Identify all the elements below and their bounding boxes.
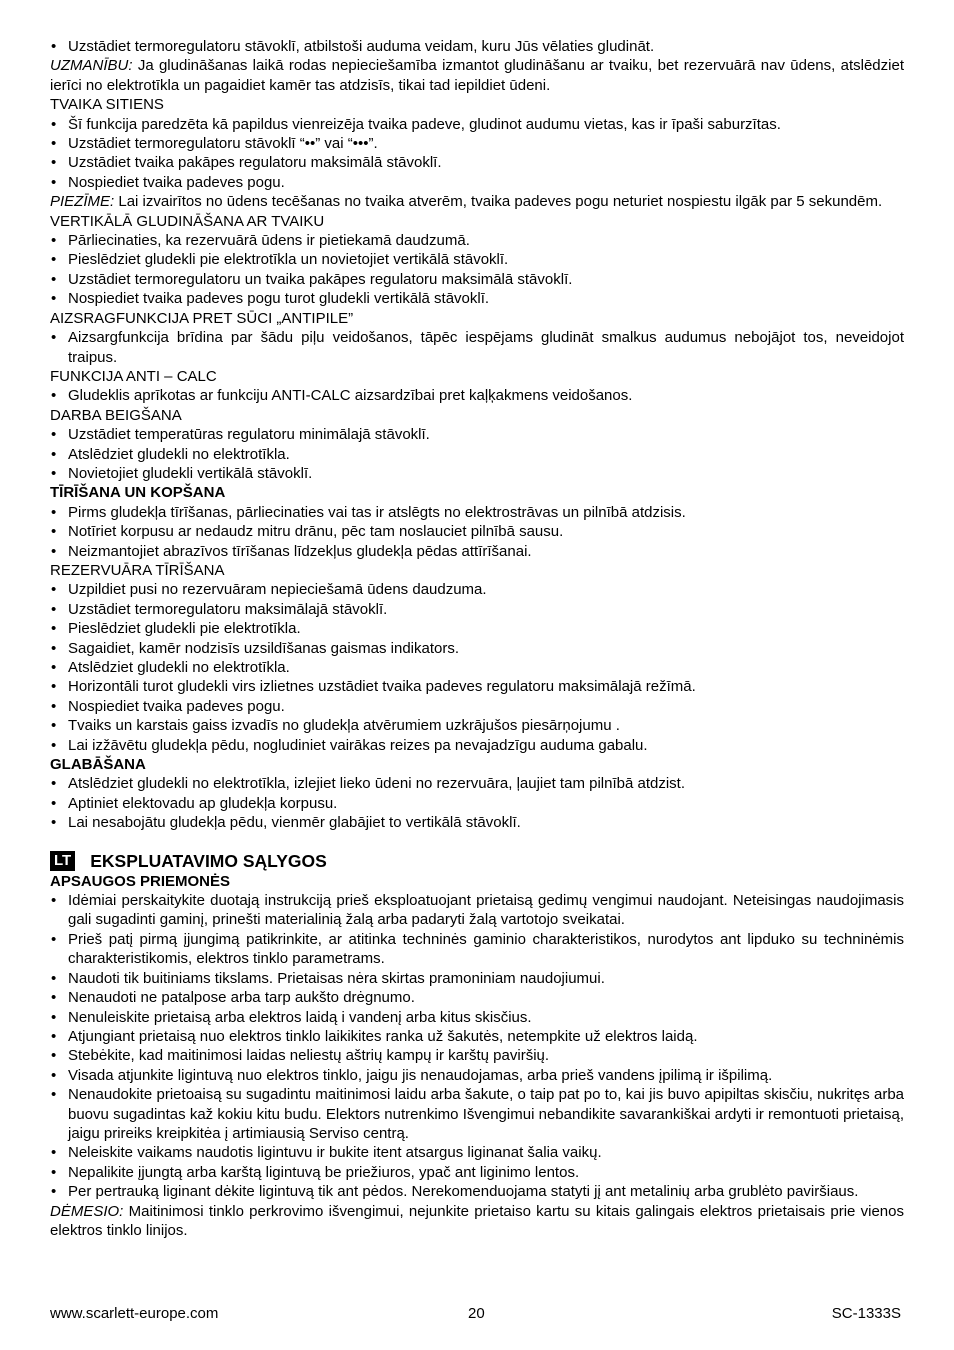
list-item: • Gludeklis aprīkotas ar funkciju ANTI-CALC aizsardzībai pret kaļķakmens veidošanos. — [50, 386, 904, 405]
list-item: • Naudoti tik buitiniams tikslams. Prietaisas nėra skirtas pramoniniam naudojiumui. — [50, 969, 904, 988]
list-item: • Pieslēdziet gludekli pie elektrotīkla. — [50, 619, 904, 638]
note-label: PIEZĪME: — [50, 193, 115, 211]
list-item: • Neizmantojiet abrazīvos tīrīšanas līdzekļus gludekļa pēdas attīrīšanai. — [50, 542, 904, 561]
section-heading-bold: TĪRĪŠANA UN KOPŠANA — [50, 484, 226, 502]
note-label: UZMANĪBU: — [50, 57, 133, 75]
bullet-list — [50, 425, 904, 483]
list-item: • Per pertrauką liginant dėkite ligintuvą tik ant pėdos. Nerekomenduojama statyti jį ant metalinių arba grublėto paviršiaus. — [50, 1182, 904, 1201]
list-item: • Nenaudokite prietoaisą su sugadintu maitinimosi laidu arba šakute, o taip pat po to, kai jis buvo apipiltas skisčiu, nukritęs arba buovu sugadintas kaž kokiu kitu budu. Elektors nutrenkimo Išvengimui nebandikite savarankiškai ardyti ir remontuoti prietaisą, jaigu prireiks kreipkitėa į artimiausią Serviso centrą. — [50, 1085, 904, 1143]
list-item: • Idėmiai perskaitykite duotają instrukciją prieš eksploatuojant prietaisą gedimų vengimui naudojant. Neteisingas naudojimasis gali sugadinti gaminį, prinešti materialinią žalą arba padaryti žalą vartotojo sveikatai. — [50, 891, 904, 930]
bullet-list — [50, 115, 904, 193]
section-heading-bold: APSAUGOS PRIEMONĖS — [50, 872, 231, 890]
list-item: • Nospiediet tvaika padeves pogu turot gludekli vertikālā stāvoklī. — [50, 289, 904, 308]
section-heading: VERTIKĀLĀ GLUDINĀŠANA AR TVAIKU — [50, 212, 325, 230]
lt-section-title — [50, 851, 904, 872]
section-heading-bold: GLABĀŠANA — [50, 756, 146, 774]
note-text: Maitinimosi tinklo perkrovimo išvengimui, nejunkite prietaiso kartu su kitais galingais elektros prietaisais prie vienos elektros tinklo linijos. — [50, 1202, 904, 1239]
list-item: • Aizsargfunkcija brīdina par šādu piļu veidošanos, tāpēc iespējams gludināt smalkus audumus nebojājot tos, neveidojot traipus. — [50, 328, 904, 367]
list-item: • Pirms gludekļa tīrīšanas, pārliecinaties vai tas ir atslēgts no elektrostrāvas un pilnībā atdzisis. — [50, 503, 904, 522]
list-item: • Atjungiant prietaisą nuo elektros tinklo laikikites ranka už šakutės, netempkite už elektros laidą. — [50, 1027, 904, 1046]
list-item: • Šī funkcija paredzēta kā papildus vienreizēja tvaika padeve, gludinot audumu vietas, kas ir īpaši saburzītas. — [50, 115, 904, 134]
list-item: • Stebėkite, kad maitinimosi laidas neliestų aštrių kampų ir karštų paviršių. — [50, 1046, 904, 1065]
bullet-list — [50, 386, 904, 405]
list-item: • Uzstādiet termoregulatoru un tvaika pakāpes regulatoru maksimālā stāvoklī. — [50, 270, 904, 289]
section-heading: AIZSRAGFUNKCIJA PRET SŪCI „ANTIPILE” — [50, 309, 354, 327]
list-item: • Uzstādiet termoregulatoru maksimālajā stāvoklī. — [50, 600, 904, 619]
list-item: • Atslēdziet gludekli no elektrotīkla. — [50, 658, 904, 677]
language-badge: LT — [50, 851, 75, 871]
note-label: DĖMESIO: — [50, 1202, 124, 1220]
list-item: • Nospiediet tvaika padeves pogu. — [50, 697, 904, 716]
manual-content — [50, 37, 904, 1240]
list-item: • Nospiediet tvaika padeves pogu. — [50, 173, 904, 192]
bullet-list — [50, 774, 904, 832]
bullet-list — [50, 580, 904, 755]
list-item: • Visada atjunkite ligintuvą nuo elektros tinklo, jaigu jis nenaudojamas, arba prieš vandens įpilimą ir išpilimą. — [50, 1066, 904, 1085]
warning-note — [50, 56, 904, 95]
list-item: • Nenuleiskite prietaisą arba elektros laidą i vandenį arba kitus skisčius. — [50, 1008, 904, 1027]
section-heading: FUNKCIJA ANTI – CALC — [50, 367, 217, 385]
bullet-list — [50, 503, 904, 561]
bullet-list — [50, 891, 904, 1202]
section-heading: DARBA BEIGŠANA — [50, 406, 182, 424]
list-item: • Novietojiet gludekli vertikālā stāvoklī. — [50, 464, 904, 483]
list-item: • Tvaiks un karstais gaiss izvadīs no gludekļa atvērumiem uzkrājušos piesārņojumu . — [50, 716, 904, 735]
list-item: • Prieš patį pirmą įjungimą patikrinkite, ar atitinka techninės gaminio charakteristikos, nurodytos ant lipduko su techninėmis charakteristikomis, elektros tinklo parametrams. — [50, 930, 904, 969]
list-item: • Lai izžāvētu gludekļa pēdu, nogludiniet vairākas reizes pa nevajadzīgu auduma gabalu. — [50, 736, 904, 755]
list-item: • Atslēdziet gludekli no elektrotīkla, izlejiet lieko ūdeni no rezervuāra, ļaujiet tam pilnībā atdzist. — [50, 774, 904, 793]
bullet-list — [50, 231, 904, 309]
info-note — [50, 192, 904, 211]
list-item: • Uzpildiet pusi no rezervuāram nepieciešamā ūdens daudzuma. — [50, 580, 904, 599]
list-item: • Nenaudoti ne patalpose arba tarp aukšto drėgnumo. — [50, 988, 904, 1007]
list-item: • Sagaidiet, kamēr nodzisīs uzsildīšanas gaismas indikators. — [50, 639, 904, 658]
list-item: • Aptiniet elektovadu ap gludekļa korpusu. — [50, 794, 904, 813]
list-item: • Pārliecinaties, ka rezervuārā ūdens ir pietiekamā daudzumā. — [50, 231, 904, 250]
footer-model: SC-1333S — [831, 1305, 901, 1322]
footer-website: www.scarlett-europe.com — [50, 1305, 219, 1322]
list-item: • Neleiskite vaikams naudotis ligintuvu ir bukite itent atsargus liginanat šalia vaikų. — [50, 1143, 904, 1162]
list-item: • Uzstādiet temperatūras regulatoru minimālajā stāvoklī. — [50, 425, 904, 444]
list-item: • Uzstādiet termoregulatoru stāvoklī “••” vai “•••”. — [50, 134, 904, 153]
page-number: 20 — [468, 1305, 485, 1322]
section-heading: TVAIKA SITIENS — [50, 96, 164, 114]
list-item: • Pieslēdziet gludekli pie elektrotīkla un novietojiet vertikālā stāvoklī. — [50, 250, 904, 269]
note-text: Ja gludināšanas laikā rodas nepieciešamība izmantot gludināšanu ar tvaiku, bet rezervuārā nav ūdens, atslēdziet ierīci no elektrotīkla un pagaidiet kamēr tas atdzisīs, tikai tad iepildiet ūdeni. — [50, 57, 904, 94]
list-item: • Nepalikite įjungtą arba karštą ligintuvą be priežiuros, ypač ant liginimo lentos. — [50, 1163, 904, 1182]
page-footer — [50, 1304, 904, 1324]
bullet-list — [50, 328, 904, 367]
list-item: • Lai nesabojātu gludekļa pēdu, vienmēr glabājiet to vertikālā stāvoklī. — [50, 813, 904, 832]
list-item: • Uzstādiet tvaika pakāpes regulatoru maksimālā stāvoklī. — [50, 153, 904, 172]
list-item: • Notīriet korpusu ar nedaudz mitru drānu, pēc tam noslauciet pilnībā sausu. — [50, 522, 904, 541]
lt-title-text: EKSPLUATAVIMO SĄLYGOS — [90, 850, 327, 871]
list-item: • Horizontāli turot gludekli virs izlietnes uzstādiet tvaika padeves regulatoru maksimālajā režīmā. — [50, 677, 904, 696]
warning-note — [50, 1202, 904, 1241]
list-item: • Atslēdziet gludekli no elektrotīkla. — [50, 445, 904, 464]
section-heading: REZERVUĀRA TĪRĪŠANA — [50, 561, 225, 579]
list-item: • Uzstādiet termoregulatoru stāvoklī, atbilstoši auduma veidam, kuru Jūs vēlaties gludināt. — [50, 37, 904, 56]
note-text: Lai izvairītos no ūdens tecēšanas no tvaika atverēm, tvaika padeves pogu neturiet nospiestu ilgāk par 5 sekundēm. — [114, 193, 883, 211]
